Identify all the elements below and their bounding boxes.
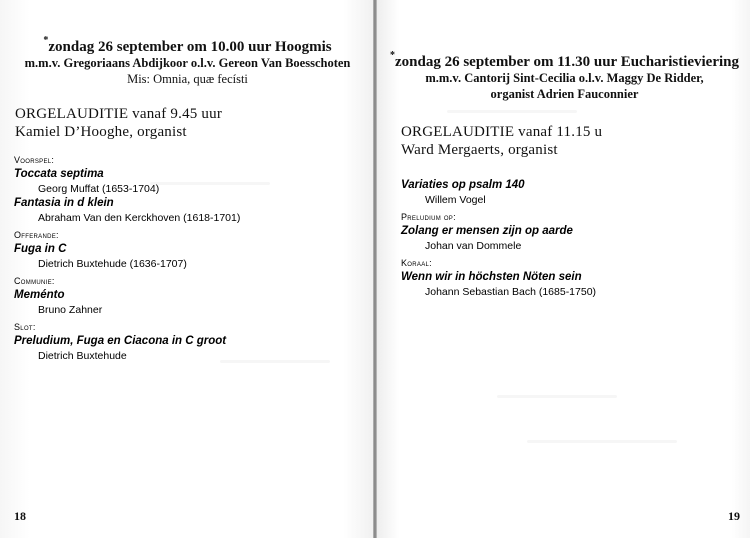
- program-composer: Dietrich Buxtehude (1636-1707): [38, 258, 187, 270]
- service-mass: Mis: Omnia, quæ fecísti: [127, 72, 248, 86]
- bleed-through-mark: [447, 110, 577, 113]
- program-piece: Fuga in C: [14, 243, 67, 255]
- organist-name: Kamiel D’Hooghe, organist: [15, 124, 187, 140]
- service-date-text: zondag 26 september om 11.30 uur Eucharistieviering: [394, 54, 740, 70]
- date-marker: *: [389, 50, 395, 61]
- right-page: [377, 0, 750, 538]
- program-piece: Variaties op psalm 140: [401, 179, 525, 191]
- organ-recital-heading: [15, 105, 222, 141]
- program-composer: Johan van Dommele: [425, 240, 522, 252]
- program-piece: Wenn wir in höchsten Nöten sein: [401, 271, 582, 283]
- service-date: [10, 35, 365, 55]
- program-item: [401, 257, 741, 299]
- program-composer: Bruno Zahner: [38, 304, 103, 316]
- organ-recital-title: ORGELAUDITIE vanaf 11.15 u: [401, 124, 603, 140]
- service-organist: organist Adrien Fauconnier: [490, 87, 639, 101]
- organ-recital-title: ORGELAUDITIE vanaf 9.45 uur: [15, 106, 223, 122]
- date-marker: *: [43, 35, 49, 46]
- program-piece: Meménto: [14, 289, 65, 301]
- service-header: [379, 50, 750, 102]
- program-composer: Abraham Van den Kerckhoven (1618-1701): [38, 212, 241, 224]
- page-number: 19: [728, 509, 740, 523]
- program-composer: Georg Muffat (1653-1704): [38, 183, 160, 195]
- service-date: [379, 50, 750, 70]
- program-item: [14, 321, 364, 363]
- program-list: [14, 150, 364, 363]
- service-choir: m.m.v. Gregoriaans Abdijkoor o.l.v. Gereon Van Boesschoten: [24, 56, 351, 70]
- program-item: [401, 211, 741, 253]
- left-page: [0, 0, 373, 538]
- bleed-through-mark: [497, 395, 617, 398]
- program-section: Offerande:: [14, 230, 59, 240]
- program-section: Communie:: [14, 276, 55, 286]
- program-section: Koraal:: [401, 258, 432, 268]
- program-item: [14, 196, 364, 225]
- program-item: [14, 275, 364, 317]
- program-piece: Zolang er mensen zijn op aarde: [401, 225, 573, 237]
- page-number: 18: [14, 509, 26, 523]
- program-list: [401, 178, 741, 299]
- program-piece: Toccata septima: [14, 168, 104, 180]
- program-item: [401, 178, 741, 207]
- service-header: [10, 35, 365, 87]
- program-piece: Preludium, Fuga en Ciacona in C groot: [14, 335, 227, 347]
- program-section: Preludium op:: [401, 212, 456, 222]
- program-composer: Willem Vogel: [425, 194, 486, 206]
- service-date-text: zondag 26 september om 10.00 uur Hoogmis: [48, 39, 332, 55]
- program-item: [14, 154, 364, 196]
- service-choir: m.m.v. Cantorij Sint-Cecilia o.l.v. Maggy De Ridder,: [425, 71, 704, 85]
- program-section: Slot:: [14, 322, 36, 332]
- program-composer: Dietrich Buxtehude: [38, 350, 127, 362]
- organist-name: Ward Mergaerts, organist: [401, 142, 558, 158]
- program-composer: Johann Sebastian Bach (1685-1750): [425, 286, 597, 298]
- program-piece: Fantasia in d klein: [14, 197, 114, 209]
- organ-recital-heading: [401, 123, 602, 159]
- bleed-through-mark: [527, 440, 677, 443]
- program-section: Voorspel:: [14, 155, 55, 165]
- program-item: [14, 229, 364, 271]
